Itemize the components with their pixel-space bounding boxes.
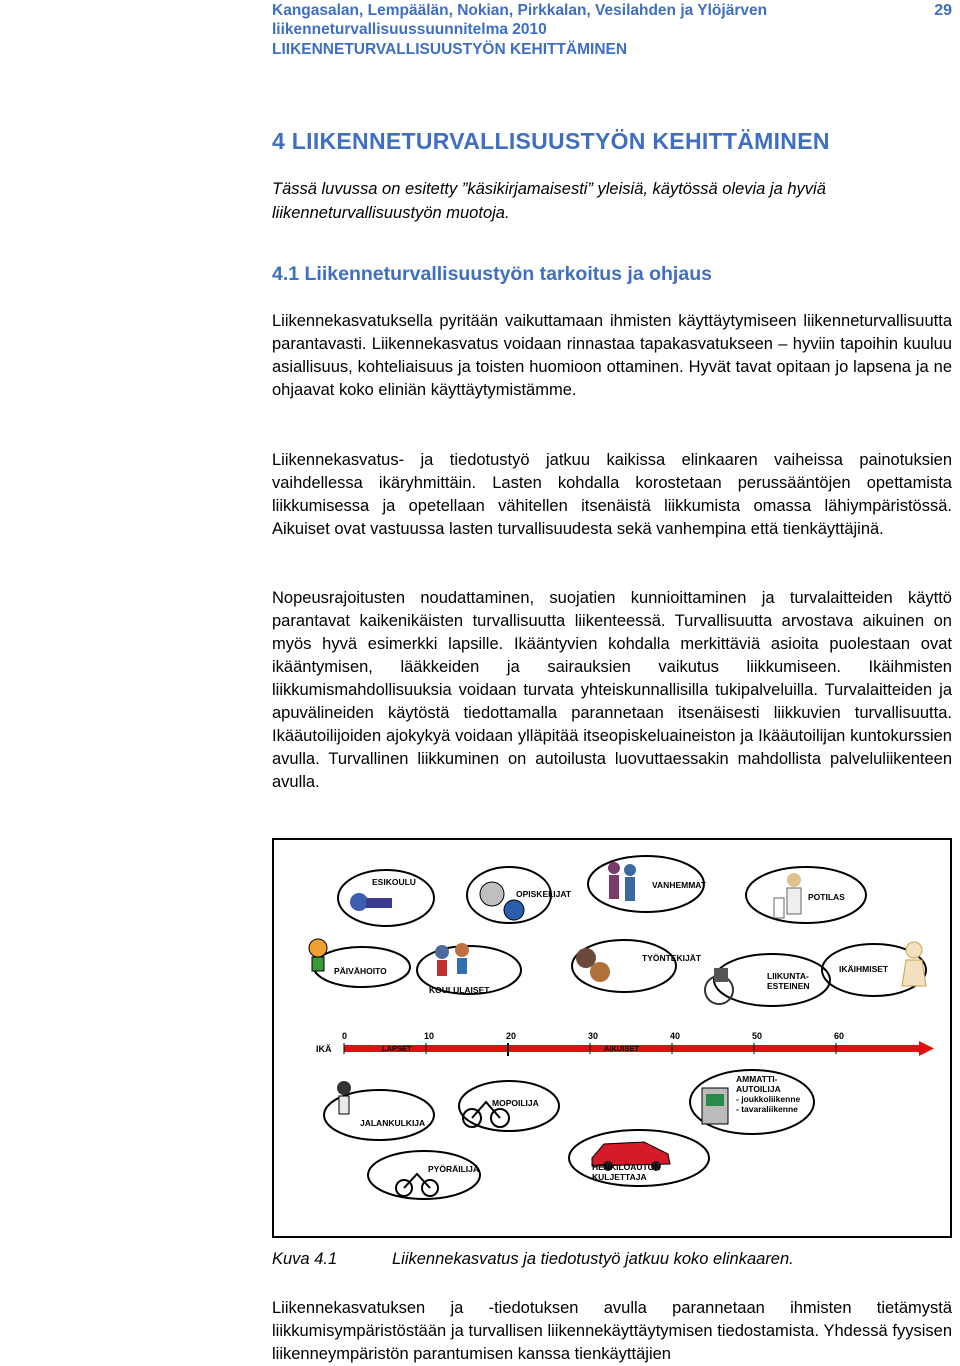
label-paivahoito: PÄIVÄHOITO <box>334 966 387 976</box>
age-label: IKÄ <box>316 1044 332 1054</box>
caption-number: Kuva 4.1 <box>272 1250 338 1268</box>
label-liikuntaesteinen-2: ESTEINEN <box>767 981 810 991</box>
label-mopoilija: MOPOILIJA <box>492 1098 539 1108</box>
chapter-title: 4 LIIKENNETURVALLISUUSTYÖN KEHITTÄMINEN <box>272 128 830 154</box>
label-henkiloauton-1: HENKILÖAUTON <box>592 1162 661 1172</box>
header-line-2: liikenneturvallisuussuunnitelma 2010 <box>272 21 547 38</box>
label-ikaihmiset: IKÄIHMISET <box>839 964 889 974</box>
label-vanhemmat: VANHEMMAT <box>652 880 706 890</box>
age-tick-60: 60 <box>834 1031 845 1041</box>
patient-icon <box>774 873 801 918</box>
bus-icon <box>702 1088 728 1124</box>
wheelchair-icon <box>705 968 733 1004</box>
label-aikuiset: AIKUISET <box>604 1044 640 1053</box>
label-opiskelijat: OPISKELIJAT <box>516 889 572 899</box>
label-ammattiautoilija-3: - joukkoliikenne <box>736 1094 801 1104</box>
age-tick-20: 20 <box>506 1031 517 1041</box>
caption-text: Liikennekasvatus ja tiedotustyö jatkuu koko elinkaaren. <box>392 1250 794 1268</box>
label-koululaiset: KOULULAISET <box>429 985 490 995</box>
paragraph-2: Liikennekasvatus- ja tiedotustyö jatkuu kaikissa elinkaaren vaiheissa painotuksien vaihdellessa ikäryhmittäin. Lasten kohdalla korostetaan perussääntöjen opettamista liikkumisessa ja opetellaan vähitellen itsenäistä liikkumista omassa lähiympäristössä. Aikuiset ovat vastuussa lasten turvallisuudesta sekä vanhempina että tienkäyttäjinä. <box>272 451 952 538</box>
label-liikuntaesteinen-1: LIIKUNTA- <box>767 971 809 981</box>
label-esikoulu: ESIKOULU <box>372 877 416 887</box>
label-ammattiautoilija-2: AUTOILIJA <box>736 1084 781 1094</box>
header-line-1: Kangasalan, Lempäälän, Nokian, Pirkkalan, Vesilahden ja Ylöjärven <box>272 2 768 19</box>
label-potilas: POTILAS <box>808 892 845 902</box>
bicycle-icon <box>396 1174 438 1196</box>
age-bar-arrow <box>919 1041 934 1056</box>
child-icon <box>309 939 327 971</box>
page-number: 29 <box>934 2 952 19</box>
label-ammattiautoilija-4: - tavaraliikenne <box>736 1104 798 1114</box>
paragraph-4: Liikennekasvatuksen ja -tiedotuksen avulla parannetaan ihmisten tietämystä liikkumisympäristöstään ja turvallisen liikennekäyttäytymisen tiedostamista. Yhdessä fyysisen liikenneympäristön parantumisen kanssa tienkäyttäjien <box>272 1299 952 1363</box>
parents-icon <box>608 862 636 901</box>
header-line-3: LIIKENNETURVALLISUUSTYÖN KEHITTÄMINEN <box>272 41 628 58</box>
section-title: 4.1 Liikenneturvallisuustyön tarkoitus ja ohjaus <box>272 263 712 285</box>
chapter-intro: Tässä luvussa on esitetty ”käsikirjamaisesti” yleisiä, käytössä olevia ja hyviä liikenneturvallisuustyön muotoja. <box>272 180 826 222</box>
lifecycle-illustration <box>274 840 950 1236</box>
age-tick-0: 0 <box>342 1031 348 1041</box>
label-jalankulkija: JALANKULKIJA <box>360 1118 426 1128</box>
ellipse-potilas <box>746 867 866 923</box>
label-henkiloauton-2: KULJETTAJA <box>592 1172 647 1182</box>
label-pyorailija: PYÖRÄILIJÄ <box>428 1164 480 1174</box>
preschool-icon <box>350 893 392 911</box>
label-lapset: LAPSET <box>382 1044 412 1053</box>
label-ammattiautoilija-1: AMMATTI- <box>736 1074 778 1084</box>
lifecycle-figure <box>272 838 952 1238</box>
age-tick-10: 10 <box>424 1031 435 1041</box>
paragraph-1: Liikennekasvatuksella pyritään vaikuttamaan ihmisten käyttäytymiseen liikenneturvallisuutta parantavasti. Liikennekasvatus voidaan rinnastaa tapakasvatukseen – hyviin tapoihin kuuluu asiallisuus, kohteliaisuus ja toisten huomioon ottaminen. Hyvät tavat opitaan jo lapsena ja ne ohjaavat koko eliniän käyttäytymistämme. <box>272 312 952 399</box>
age-tick-50: 50 <box>752 1031 763 1041</box>
workers-icon <box>576 948 610 982</box>
age-tick-30: 30 <box>588 1031 599 1041</box>
age-tick-40: 40 <box>670 1031 681 1041</box>
label-tyontekijat: TYÖNTEKIJÄT <box>642 953 702 963</box>
paragraph-3: Nopeusrajoitusten noudattaminen, suojatien kunnioittaminen ja turvalaitteiden käyttö parantavat kaikenikäisten turvallisuutta liikenteessä. Turvallisuutta arvostava aikuinen on myös hyvä esimerkki lapsille. Ikääntyvien kohdalla merkittäviä asioita puolestaan ovat ikääntymisen, lääkkeiden ja sairauksien vaikutus liikkumiseen. Ikäihmisten liikkumismahdollisuuksia voidaan turvata yhteiskunnallisilla tukipalveluilla. Turvalaitteiden ja apuvälineiden käytöstä tiedottamalla parannetaan itsenäisesti liikkuvien turvallisuutta. Ikääutoilijoiden ajokykyä voidaan ylläpitää itseopiskeluaineiston ja Ikääutoilijan kuntokurssien avulla. Turvallinen liikkuminen on autoilusta luovuttaessakin mahdollista palveluliikenteen avulla. <box>272 589 952 791</box>
pedestrian-icon <box>337 1081 351 1114</box>
students-icon <box>480 882 524 920</box>
